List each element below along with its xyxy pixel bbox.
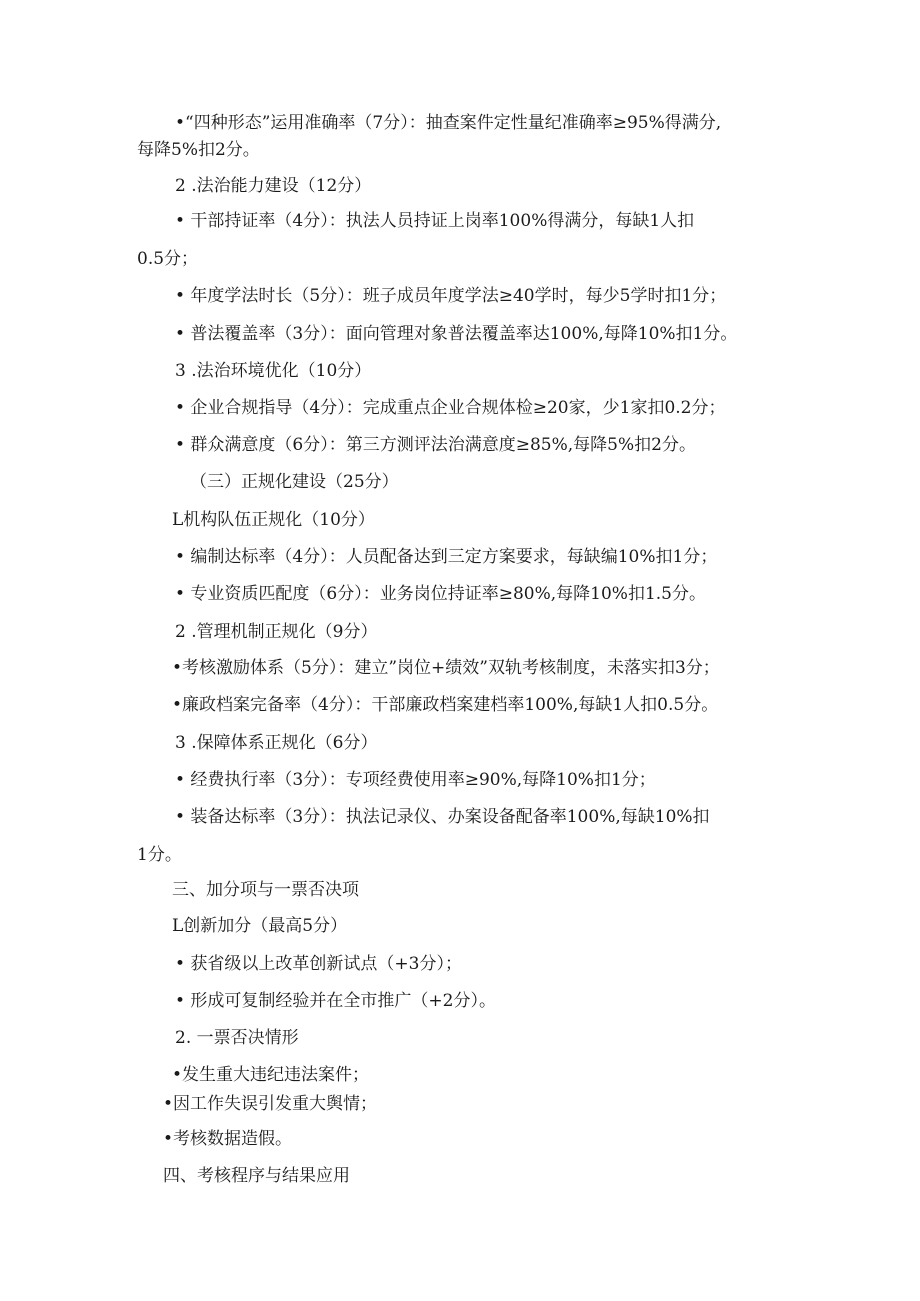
text-line: •发生重大违纪违法案件； — [172, 1065, 370, 1085]
text-line: • 专业资质匹配度（6分）：业务岗位持证率≥80%,每降10%扣1.5分。 — [175, 584, 706, 604]
text-line: • 群众满意度（6分）：第三方测评法治满意度≥85%,每降5%扣2分。 — [175, 435, 696, 455]
text-line: •考核激励体系（5分）：建立”岗位+绩效”双轨考核制度，未落实扣3分； — [172, 658, 720, 678]
text-line: •廉政档案完备率（4分）：干部廉政档案建档率100%,每缺1人扣0.5分。 — [172, 695, 719, 715]
section-heading: 三、加分项与一票否决项 — [172, 880, 359, 900]
section-heading: L创新加分（最高5分） — [172, 916, 348, 936]
section-heading: 2 .法治能力建设（12分） — [175, 176, 372, 196]
text-line: • 经费执行率（3分）：专项经费使用率≥90%,每降10%扣1分； — [175, 770, 656, 790]
text-line: 每降5%扣2分。 — [137, 140, 260, 160]
section-heading: （三）正规化建设（25分） — [190, 472, 399, 492]
section-heading: 2. 一票否决情形 — [175, 1028, 299, 1048]
section-heading: 2 .管理机制正规化（9分） — [175, 622, 378, 642]
section-heading: 四、考核程序与结果应用 — [163, 1166, 350, 1186]
text-line: • 编制达标率（4分）：人员配备达到三定方案要求，每缺编10%扣1分； — [175, 547, 718, 567]
text-line: 1分。 — [137, 845, 182, 865]
section-heading: L机构队伍正规化（10分） — [172, 510, 375, 530]
text-line: • 干部持证率（4分）：执法人员持证上岗率100%得满分，每缺1人扣 — [175, 211, 695, 231]
text-line: • 装备达标率（3分）：执法记录仪、办案设备配备率100%,每缺10%扣 — [175, 807, 710, 827]
text-line: •因工作失误引发重大舆情； — [163, 1094, 378, 1114]
text-line: • 年度学法时长（5分）：班子成员年度学法≥40学时，每少5学时扣1分； — [175, 286, 727, 306]
text-line: 0.5分； — [137, 249, 199, 269]
section-heading: 3 .法治环境优化（10分） — [175, 361, 372, 381]
text-line: •“四种形态”运用准确率（7分）：抽查案件定性量纪准确率≥95%得满分, — [175, 113, 722, 133]
section-heading: 3 .保障体系正规化（6分） — [175, 733, 378, 753]
text-line: • 普法覆盖率（3分）：面向管理对象普法覆盖率达100%,每降10%扣1分。 — [175, 324, 738, 344]
text-line: • 形成可复制经验并在全市推广（+2分）。 — [175, 991, 496, 1011]
text-line: •考核数据造假。 — [163, 1129, 293, 1149]
text-line: • 获省级以上改革创新试点（+3分）； — [175, 954, 462, 974]
text-line: • 企业合规指导（4分）：完成重点企业合规体检≥20家，少1家扣0.2分； — [175, 398, 726, 418]
